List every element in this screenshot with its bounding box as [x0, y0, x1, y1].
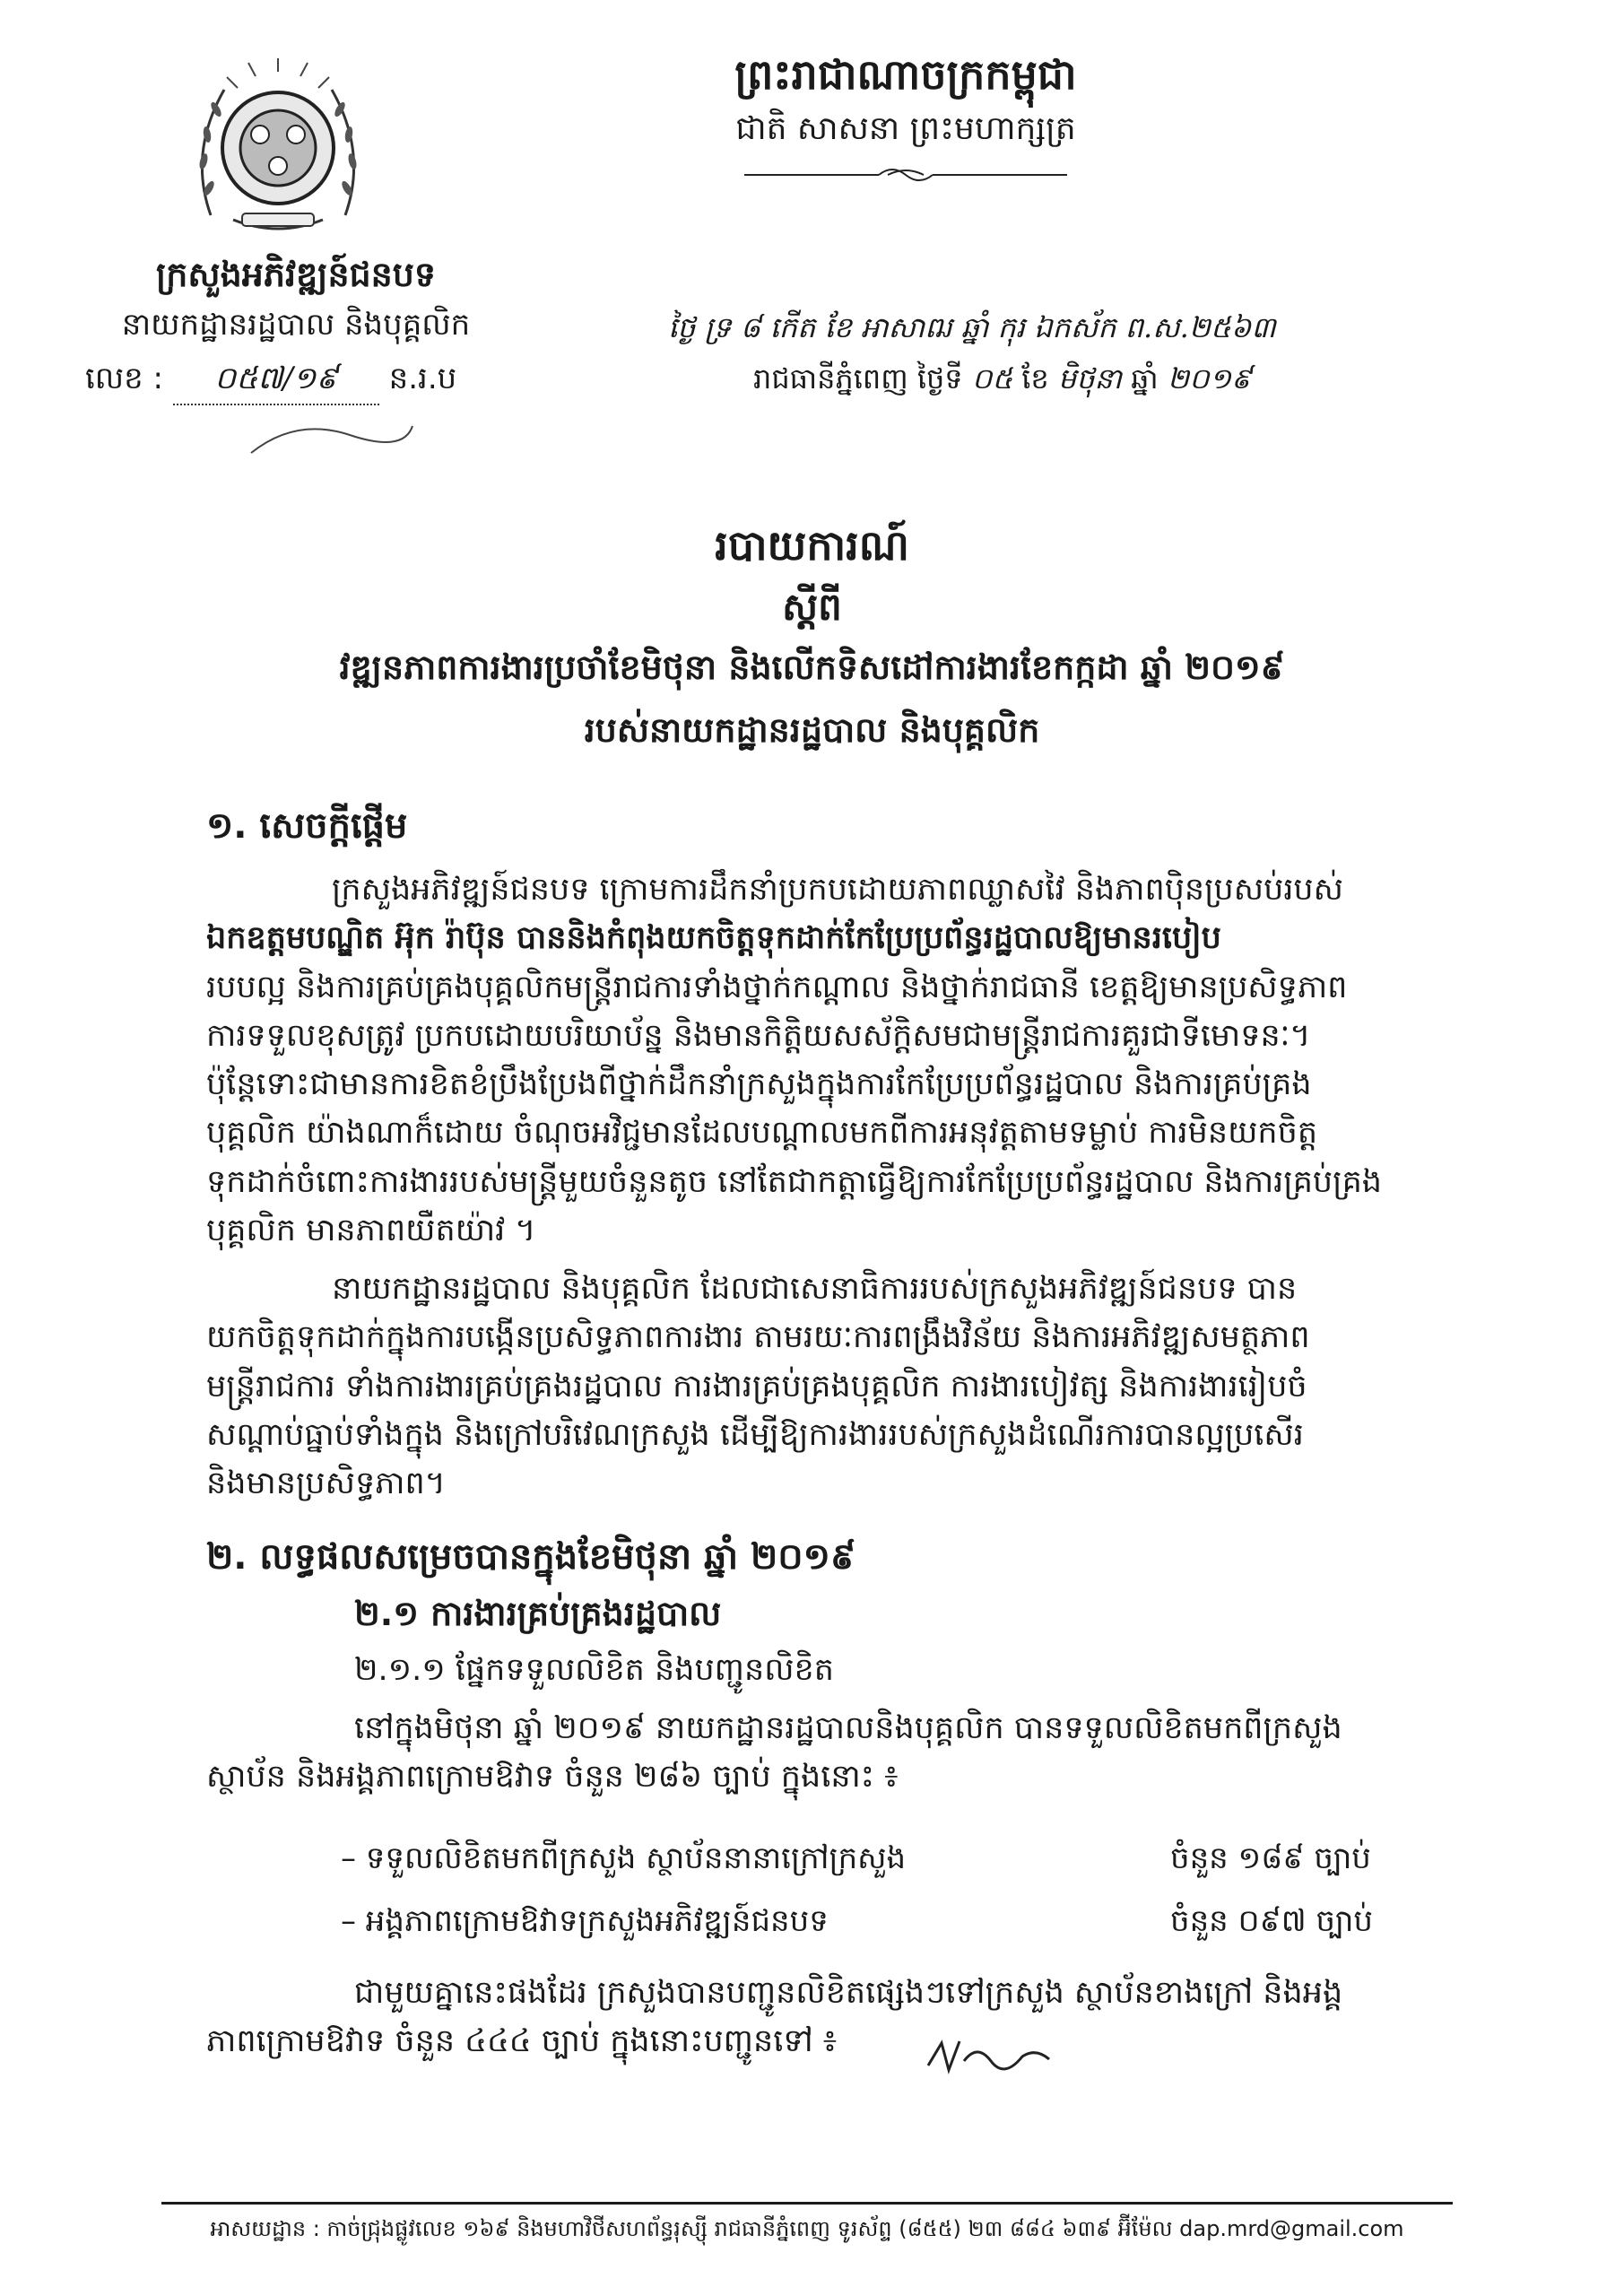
text-line: របបល្អ និងការគ្រប់គ្រងបុគ្គលិកមន្ត្រីរាជការទាំងថ្នាក់កណ្តាល និងថ្នាក់រាជធានី ខេត្តឱ្យមានប្រសិទ្ធភាព [206, 969, 1348, 1005]
solar-date-prefix: រាជធានីភ្នំពេញ ថ្ងៃទី [753, 361, 963, 396]
text-line: ស្ថាប័ន និងអង្គភាពក្រោមឱវាទ ចំនួន ២៨៦ ច្បាប់ ក្នុងនោះ ៖ [206, 1759, 899, 1796]
national-motto: ជាតិ សាសនា ព្រះមហាក្សត្រ [735, 110, 1076, 147]
ministry-name: ក្រសួងអភិវឌ្ឍន៍ជនបទ [155, 255, 437, 294]
section-2-heading: ២. លទ្ធផលសម្រេចបានក្នុងខែមិថុនា ឆ្នាំ ២០១៩ [206, 1536, 856, 1578]
text-line: និងមានប្រសិទ្ធភាព។ [206, 1465, 446, 1501]
letter-number-value: ០៥៧/១៩ [173, 359, 379, 405]
report-subject: វឌ្ឍនភាពការងារប្រចាំខែមិថុនា និងលើកទិសដៅការងារខែកក្កដា ឆ្នាំ ២០១៩ [339, 648, 1285, 687]
list-item [341, 1901, 1462, 1946]
solar-month: មិថុនា [1057, 361, 1122, 396]
list-item-count: ចំនួន ០៩៧ ច្បាប់ [1170, 1903, 1373, 1939]
text-line: បុគ្គលិក យ៉ាងណាក៏ដោយ ចំណុចអវិជ្ជមានដែលបណ្តាលមកពីការអនុវត្តតាមទម្លាប់ ការមិនយកចិត្ត [206, 1115, 1318, 1152]
initials-signature-icon [924, 2034, 1058, 2079]
solar-month-label: ខែ [1021, 361, 1049, 396]
list-item-count: ចំនួន ១៨៩ ច្បាប់ [1170, 1840, 1371, 1876]
section-2-1-heading: ២.១ ការងារគ្រប់គ្រងរដ្ឋបាល [354, 1594, 722, 1633]
text-line: ទុកដាក់ចំពោះការងាររបស់មន្ត្រីមួយចំនួនតូច នៅតែជាកត្តាធ្វើឱ្យការកែប្រែប្រព័ន្ធរដ្ឋបាល និងការគ្រប់គ្រង [206, 1163, 1382, 1200]
letter-number [85, 359, 456, 405]
section-1-paragraph-1 [206, 865, 1462, 1255]
letter-number-suffix: ន.រ.ប [388, 361, 457, 396]
text-line: នាយកដ្ឋានរដ្ឋបាល និងបុគ្គលិក ដែលជាសេនាធិការរបស់ក្រសួងអភិវឌ្ឍន៍ជនបទ បាន [332, 1271, 1298, 1307]
section-1-heading: ១. សេចក្តីផ្តើម [206, 805, 408, 847]
text-line: សណ្តាប់ធ្នាប់ទាំងក្នុង និងក្រៅបរិវេណក្រសួង ដើម្បីឱ្យការងាររបស់ក្រសួងដំណើរការបានល្អប្រសើរ [206, 1416, 1304, 1453]
ornament-divider-icon [744, 161, 1067, 188]
solar-day: ០៥ [971, 361, 1013, 396]
text-line: ការទទួលខុសត្រូវ ប្រកបដោយបរិយាប័ន្ន និងមានកិត្តិយសស័ក្តិសមជាមន្ត្រីរាជការគួរជាទីមោទនៈ។ [206, 1017, 1311, 1054]
text-line: ឯកឧត្តមបណ្ឌិត អ៊ុក រ៉ាប៊ុន បាននិងកំពុងយកចិត្តទុកដាក់កែប្រែប្រព័ន្ធរដ្ឋបាលឱ្យមានរបៀប [206, 920, 1221, 957]
section-2-paragraph-2 [206, 1969, 1462, 2066]
section-2-1-1-heading: ២.១.១ ផ្នែកទទួលលិខិត និងបញ្ជូនលិខិត [354, 1652, 834, 1688]
report-subject-label: ស្តីពី [782, 585, 842, 629]
text-line: នៅក្នុងមិថុនា ឆ្នាំ ២០១៩ នាយកដ្ឋានរដ្ឋបាលនិងបុគ្គលិក បានទទួលលិខិតមកពីក្រសួង [354, 1710, 1342, 1746]
handwritten-stroke-icon [242, 408, 421, 462]
list-item-text: – អង្គភាពក្រោមឱវាទក្រសួងអភិវឌ្ឍន៍ជនបទ [341, 1903, 829, 1939]
kingdom-title: ព្រះរាជាណាចក្រកម្ពុជា [734, 50, 1077, 99]
text-line: ភាពក្រោមឱវាទ ចំនួន ៤៤៤ ច្បាប់ ក្នុងនោះបញ្ជូនទៅ ៖ [206, 2023, 838, 2060]
text-line: មន្ត្រីរាជការ ទាំងការងារគ្រប់គ្រងរដ្ឋបាល ការងារគ្រប់គ្រងបុគ្គលិក ការងារបៀវត្ស និងការងាររៀបចំ [206, 1368, 1307, 1405]
text-line: ប៉ុន្តែទោះជាមានការខិតខំប្រឹងប្រែងពីថ្នាក់ដឹកនាំក្រសួងក្នុងការកែប្រែប្រព័ន្ធរដ្ឋបាល និងការគ្រប់គ្រង [206, 1066, 1312, 1102]
ministry-seal-icon [184, 54, 372, 247]
text-line: ជាមួយគ្នានេះផងដែរ ក្រសួងបានបញ្ជូនលិខិតផ្សេងៗទៅក្រសួង ស្ថាប័នខាងក្រៅ និងអង្គ [354, 1975, 1343, 2011]
solar-year-label: ឆ្នាំ [1131, 361, 1159, 396]
footer-divider [161, 2202, 1453, 2205]
section-2-paragraph-1 [206, 1704, 1462, 1802]
list-item [341, 1839, 1462, 1883]
text-line: យកចិត្តទុកដាក់ក្នុងការបង្កើនប្រសិទ្ធភាពការងារ តាមរយៈការពង្រឹងវិន័យ និងការអភិវឌ្ឍសមត្ថភាព [206, 1319, 1310, 1356]
text-line: បុគ្គលិក មានភាពយឺតយ៉ាវ ។ [206, 1212, 536, 1248]
section-1-paragraph-2 [206, 1265, 1462, 1508]
letter-number-label: លេខ : [85, 361, 164, 396]
report-title: របាយការណ៍ [715, 521, 909, 570]
department-name: នាយកដ្ឋានរដ្ឋបាល និងបុគ្គលិក [121, 307, 471, 343]
list-item-text: – ទទួលលិខិតមកពីក្រសួង ស្ថាប័ននានាក្រៅក្រសួង [341, 1840, 907, 1876]
footer-address: អាសយដ្ឋាន : កាច់ជ្រុងផ្លូវលេខ ១៦៩ និងមហាវិថីសហព័ន្ធរុស្ស៊ី រាជធានីភ្នំពេញ ទូរស័ព្ទ (៨៥៥) ២៣ ៨៨៤ ៦៣៩ អ៊ីម៉ែល dap.mrd@gmail.com [210, 2216, 1404, 2241]
text-line: ក្រសួងអភិវឌ្ឍន៍ជនបទ ក្រោមការដឹកនាំប្រកបដោយភាពឈ្លាសវៃ និងភាពប៉ិនប្រសប់របស់ [332, 872, 1343, 908]
lunar-date: ថ្ងៃ ទ្រ ៨ កើត ខែ អាសាឍ ឆ្នាំ កុរ ឯកស័ក ព.ស.២៥៦៣ [668, 310, 1276, 344]
solar-year: ២០១៩ [1167, 361, 1252, 396]
report-owner: របស់នាយកដ្ឋានរដ្ឋបាល និងបុគ្គលិក [584, 710, 1040, 750]
solar-date [753, 361, 1560, 403]
